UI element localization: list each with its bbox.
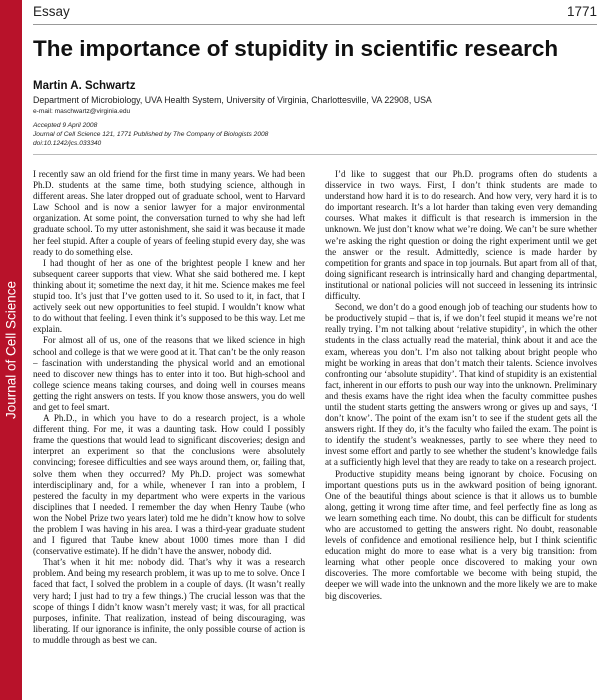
paragraph: That’s when it hit me: nobody did. That’s why it was a research problem. And being my research problem, it was up to me to solve. Once I faced that fact, I solved the problem in a couple of days. (It wasn’t really very hard; I just had to try a few things.) The crucial lesson was that the scope of things I didn’t know wasn’t merely vast; it was, for all practical purposes, infinite. That realization, instead of being discouraging, was liberating. If our ignorance is infinite, the only possible course of action is to muddle through as best we can. [33, 557, 305, 645]
paragraph: I had thought of her as one of the brightest people I knew and her subsequent career supports that view. What she said bothered me. I kept thinking about it; sometime the next day, it hit me. Science makes me feel stupid too. It’s just that I’ve gotten used to it. So used to it, in fact, that I actively seek out new opportunities to feel stupid. I wouldn’t know what to do without that feeling. I even think it’s supposed to be this way. Let me explain. [33, 257, 305, 335]
journal-sidebar-label-wrap [0, 0, 22, 700]
journal-name: Journal of Cell Science [3, 280, 19, 420]
section-label: Essay [33, 4, 70, 19]
article-title: The importance of stupidity in scientific research [33, 36, 559, 61]
accepted-date: Accepted 9 April 2008 [33, 122, 98, 129]
paragraph: I’d like to suggest that our Ph.D. programs often do students a disservice in two ways. First, I don’t think students are made to understand how hard it is to do research. And how very, very hard it is to do important research. It’s a lot harder than taking even very demanding courses. What makes it difficult is that research is immersion in the unknown. We just don’t know what we’re doing. We can’t be sure whether we’re asking the right question or doing the right experiment until we get the answer or the result. Admittedly, science is made harder by competition for grants and space in top journals. But apart from all of that, doing significant research is intrinsically hard and changing departmental, institutional or national policies will not succeed in lessening its intrinsic difficulty. [325, 169, 597, 302]
page-number: 1771 [566, 4, 597, 19]
paragraph: A Ph.D., in which you have to do a research project, is a whole different thing. For me, it was a daunting task. How could I possibly frame the questions that would lead to significant discoveries; design and interpret an experiment so that the conclusions were absolutely convincing; foresee difficulties and see ways around them, or, failing that, solve them when they occurred? My Ph.D. project was somewhat interdisciplinary and, for a while, whenever I ran into a problem, I pestered the faculty in my department who were experts in the various disciplines that I needed. I remember the day when Henry Taube (who won the Nobel Prize two years later) told me he didn’t know how to solve the problem I was having in his area. I was a third-year graduate student and I figured that Taube knew about 1000 times more than I did (conservative estimate). If he didn’t have the answer, nobody did. [33, 413, 305, 557]
doi: doi:10.1242/jcs.033340 [33, 139, 102, 147]
meta-rule [33, 154, 597, 155]
author-email: e-mail: maschwartz@virginia.edu [33, 108, 131, 115]
running-header [33, 4, 597, 24]
citation: Journal of Cell Science 121, 1771 Published by The Company of Biologists 2008 [33, 130, 269, 138]
body-column-left [33, 169, 305, 699]
author-affiliation: Department of Microbiology, UVA Health System, University of Virginia, Charlottesville, VA 22908, USA [33, 95, 432, 105]
article-meta [33, 122, 268, 148]
header-rule [33, 24, 597, 25]
paragraph: I recently saw an old friend for the first time in many years. We had been Ph.D. students at the same time, both studying science, although in different areas. She later dropped out of graduate school, went to Harvard Law School and is now a senior lawyer for a major environmental organization. At some point, the conversation turned to why she had left graduate school. To my utter astonishment, she said it was because it made her feel stupid. After a couple of years of feeling stupid every day, she was ready to do something else. [33, 169, 305, 257]
body-column-right [325, 169, 597, 699]
author-name: Martin A. Schwartz [33, 80, 136, 92]
paragraph: Productive stupidity means being ignorant by choice. Focusing on important questions puts us in the awkward position of being ignorant. One of the beautiful things about science is that it allows us to bumble along, getting it wrong time after time, and feel perfectly fine as long as we learn something each time. No doubt, this can be difficult for students who are accustomed to getting the answers right. No doubt, reasonable levels of confidence and emotional resilience help, but I think scientific education might do more to ease what is a very big transition: from learning what other people once discovered to making your own discoveries. The more comfortable we become with being stupid, the deeper we will wade into the unknown and the more likely we are to make big discoveries. [325, 468, 597, 601]
paragraph: Second, we don’t do a good enough job of teaching our students how to be productively stupid – that is, if we don’t feel stupid it means we’re not really trying. I’m not talking about ‘relative stupidity’, in which the other students in the class actually read the material, think about it and ace the exam, whereas you don’t. I’m also not talking about bright people who might be working in areas that don’t match their talents. Science involves confronting our ‘absolute stupidity’. That kind of stupidity is an existential fact, inherent in our efforts to push our way into the unknown. Preliminary and thesis exams have the right idea when the faculty committee pushes until the student starts getting the answers wrong or gives up and says, ‘I don’t know’. The point of the exam isn’t to see if the student gets all the answers right. If they do, it’s the faculty who failed the exam. The point is to identify the student’s weaknesses, partly to see where they need to invest some effort and partly to see whether the student’s knowledge fails at a sufficiently high level that they are ready to take on a research project. [325, 302, 597, 468]
article-page [33, 0, 603, 700]
paragraph: For almost all of us, one of the reasons that we liked science in high school and college is that we were good at it. That can’t be the only reason – fascination with understanding the physical world and an emotional need to discover new things has to enter into it too. But high-school and college science means taking courses, and doing well in courses means getting the right answers on tests. If you know those answers, you do well and get to feel smart. [33, 335, 305, 412]
